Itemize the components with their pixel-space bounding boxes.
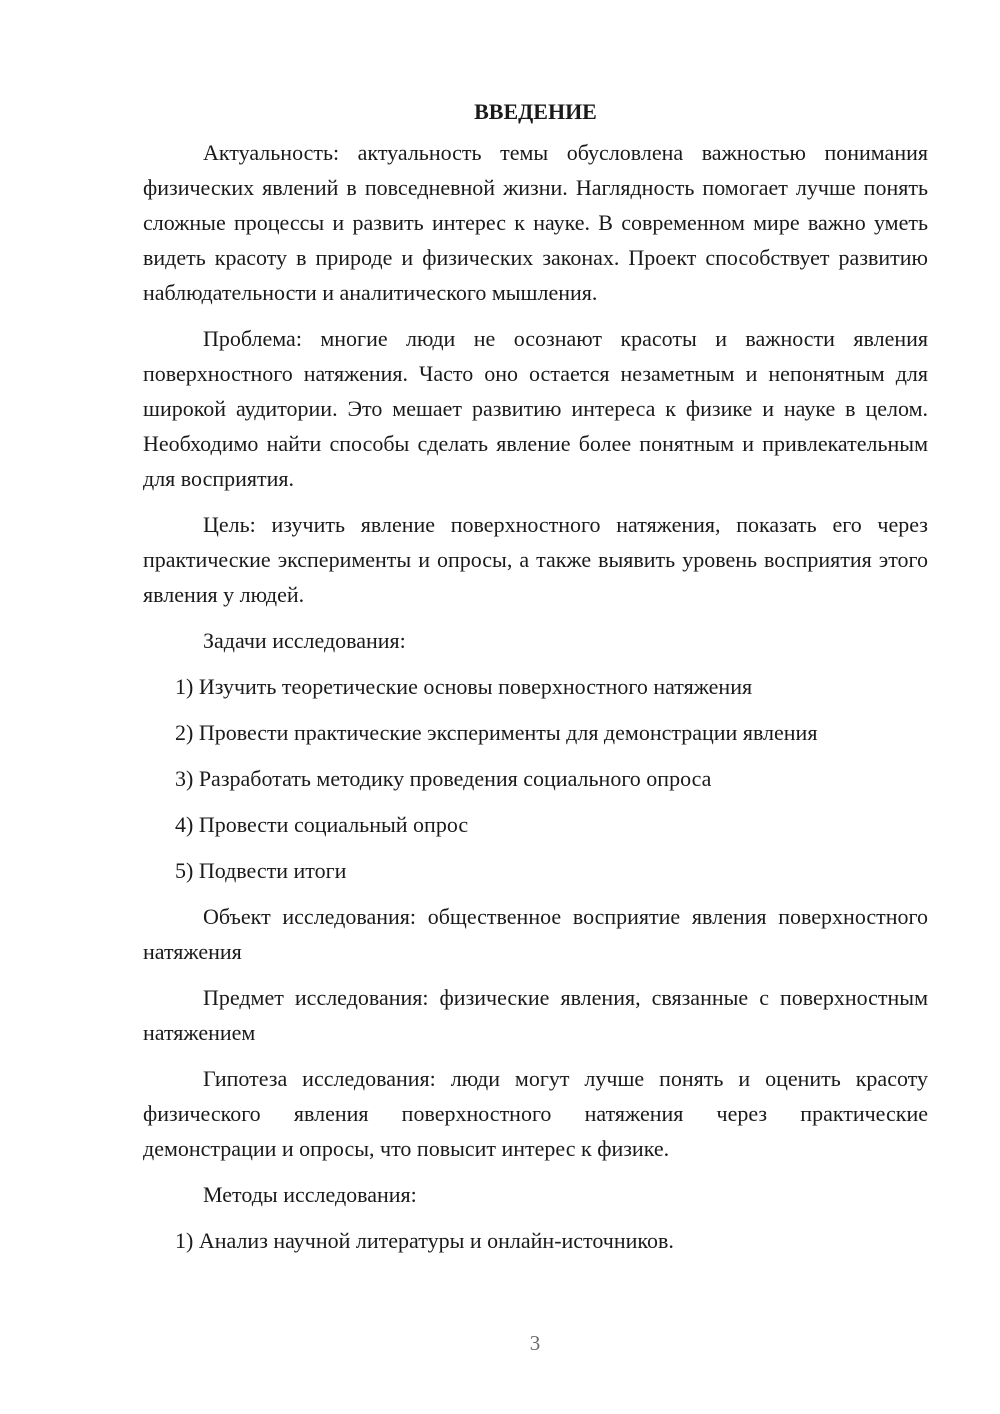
paragraph-object: Объект исследования: общественное восприятие явления поверхностного натяжения [143,904,928,964]
paragraph-goal: Цель: изучить явление поверхностного натяжения, показать его через практические эксперименты и опросы, а также выявить уровень восприятия этого явления у людей. [143,512,928,607]
list-item: 1) Анализ научной литературы и онлайн-источников. [175,1228,674,1253]
list-item: 2) Провести практические эксперименты для демонстрации явления [175,720,818,745]
paragraph-hypothesis: Гипотеза исследования: люди могут лучше понять и оценить красоту физического явления поверхностного натяжения через практические демонстрации и опросы, что повысит интерес к физике. [143,1066,928,1161]
list-item: 1) Изучить теоретические основы поверхностного натяжения [175,674,753,699]
list-item: 3) Разработать методику проведения социального опроса [175,766,712,791]
paragraph-subject: Предмет исследования: физические явления, связанные с поверхностным натяжением [143,985,928,1045]
methods-heading: Методы исследования: [203,1182,417,1207]
list-item: 5) Подвести итоги [175,858,347,883]
paragraph-relevance: Актуальность: актуальность темы обусловлена важностью понимания физических явлений в повседневной жизни. Наглядность помогает лучше понять сложные процессы и развить интерес к науке. В современном мире важно уметь видеть красоту в природе и физических законах. Проект способствует развитию наблюдательности и аналитического мышления. [143,140,928,305]
tasks-heading: Задачи исследования: [203,628,406,653]
page-content [143,94,928,1269]
section-title: ВВЕДЕНИЕ [474,99,597,124]
methods-list [143,1223,928,1258]
paragraph-problem: Проблема: многие люди не осознают красоты и важности явления поверхностного натяжения. Часто оно остается незаметным и непонятным для широкой аудитории. Это мешает развитию интереса к физике и науке в целом. Необходимо найти способы сделать явление более понятным и привлекательным для восприятия. [143,326,928,491]
page-number: 3 [529,1331,541,1355]
list-item: 4) Провести социальный опрос [175,812,469,837]
tasks-list [143,669,928,888]
